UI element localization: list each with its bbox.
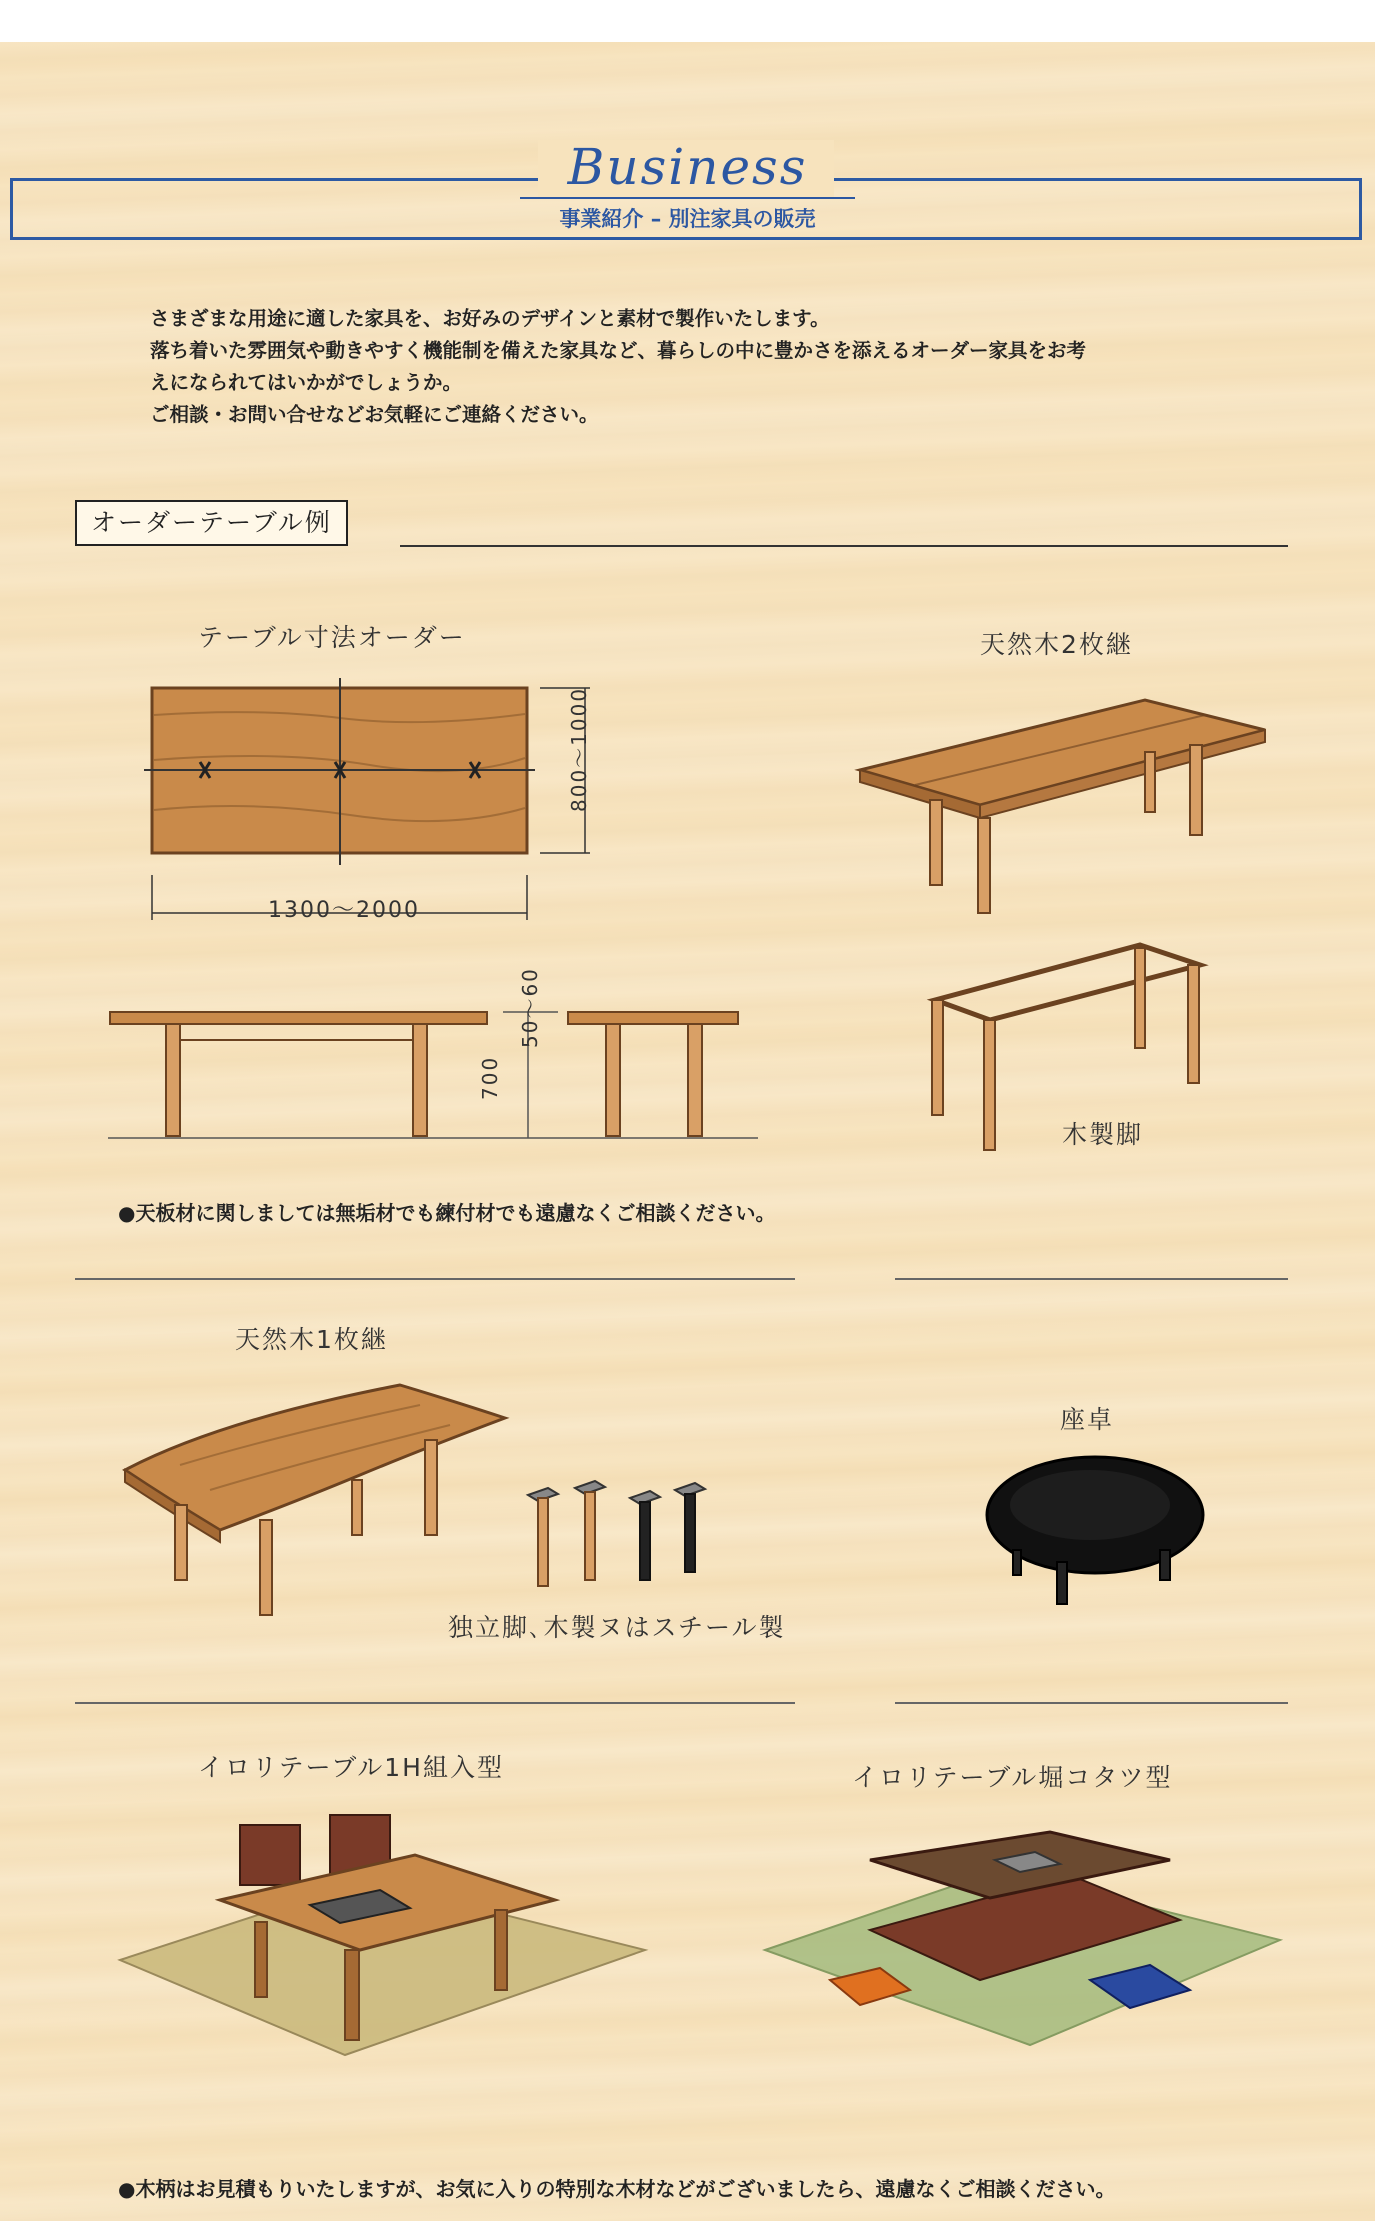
page-subtitle: 事業紹介 – 別注家具の販売: [559, 207, 816, 231]
table-elevation-illustration: [108, 990, 768, 1150]
page-title: Business: [567, 138, 808, 196]
intro-line: ご相談・お問い合せなどお気軽にご連絡ください。: [150, 403, 599, 426]
table-top-plan-illustration: [140, 670, 600, 930]
intro-text: [150, 303, 1240, 431]
intro-line: さまざまな用途に適した家具を、お好みのデザインと素材で製作いたします。: [150, 307, 830, 330]
label-irori-kotatsu: イロリテーブル堀コタツ型: [852, 1763, 1173, 1792]
dim-top-thickness: 50～60: [518, 967, 542, 1048]
irori-ih-table-illustration: [115, 1810, 655, 2060]
title-underline: [520, 197, 855, 199]
intro-line: えになられてはいかがでしょうか。: [150, 371, 463, 394]
section-title: オーダーテーブル例: [75, 500, 348, 546]
note-wood-grain: ●木柄はお見積もりいたしますが、お気に入りの特別な木材などがございましたら、遠慮なくご相談ください。: [118, 2177, 1116, 2201]
two-slab-table-illustration: [855, 690, 1275, 930]
zataku-illustration: [985, 1450, 1205, 1610]
label-two-slab: 天然木2枚継: [980, 630, 1133, 659]
divider: [895, 1278, 1288, 1280]
irori-kotatsu-table-illustration: [760, 1830, 1290, 2060]
divider: [75, 1702, 795, 1704]
label-wood-legs: 木製脚: [1062, 1120, 1144, 1149]
independent-legs-illustration: [520, 1480, 720, 1590]
note-top-material: ●天板材に関しましては無垢材でも練付材でも遠慮なくご相談ください。: [118, 1201, 776, 1225]
intro-line: 落ち着いた雰囲気や動きやすく機能制を備えた家具など、暮らしの中に豊かさを添えるオーダー家具をお考: [150, 339, 1087, 362]
label-legs: 独立脚､木製ヌはスチール製: [448, 1613, 786, 1642]
dim-height: 700: [478, 1055, 502, 1100]
section-rule: [400, 545, 1288, 547]
label-zataku: 座卓: [1060, 1405, 1115, 1434]
label-irori-ih: イロリテーブル1H組入型: [198, 1753, 504, 1782]
label-one-slab: 天然木1枚継: [235, 1325, 388, 1354]
divider: [895, 1702, 1288, 1704]
divider: [75, 1278, 795, 1280]
dim-depth: 800～1000: [567, 686, 591, 812]
label-size-order: テーブル寸法オーダー: [198, 623, 466, 652]
one-slab-table-illustration: [120, 1380, 520, 1620]
dim-width: 1300～2000: [268, 898, 420, 923]
